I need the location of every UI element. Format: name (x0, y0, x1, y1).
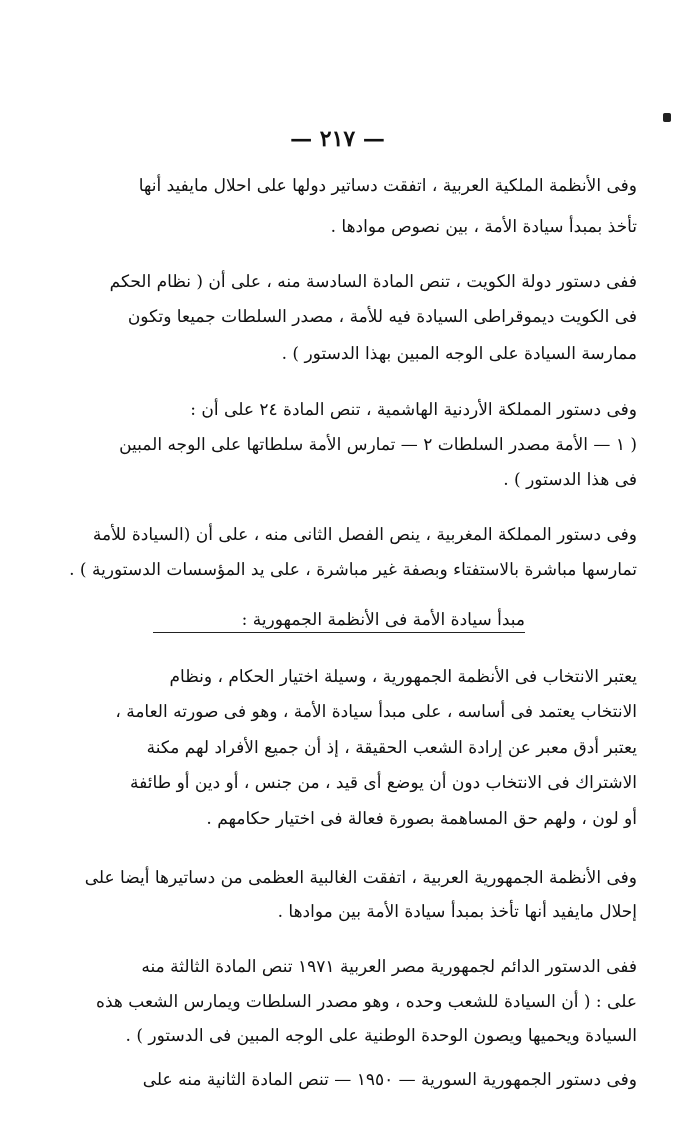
text-line: السيادة ويحميها ويصون الوحدة الوطنية على الوجه المبين فى الدستور ) . (125, 1026, 637, 1046)
text-line: ( ١ — الأمة مصدر السلطات ٢ — تمارس الأمة سلطاتها على الوجه المبين (119, 435, 637, 455)
text-line: الانتخاب يعتمد فى أساسه ، على مبدأ سيادة الأمة ، وهو فى صورته العامة ، (115, 702, 637, 722)
text-line: ففى الدستور الدائم لجمهورية مصر العربية ١٩٧١ تنص المادة الثالثة منه (141, 957, 637, 977)
text-line: وفى دستور المملكة المغربية ، ينص الفصل الثانى منه ، على أن (السيادة للأمة (92, 525, 637, 545)
text-line: وفى دستور الجمهورية السورية — ١٩٥٠ — تنص المادة الثانية منه على (142, 1070, 637, 1090)
scan-edge-mark (663, 113, 671, 122)
text-line: على : ( أن السيادة للشعب وحده ، وهو مصدر السلطات ويمارس الشعب هذه (96, 992, 637, 1012)
text-line: وفى الأنظمة الجمهورية العربية ، اتفقت الغالبية العظمى من دساتيرها أيضا على (84, 868, 637, 888)
text-line: تمارسها مباشرة بالاستفتاء وبصفة غير مباشرة ، على يد المؤسسات الدستورية ) . (69, 560, 637, 580)
heading-underline (153, 632, 525, 633)
text-line: الاشتراك فى الانتخاب دون أن يوضع أى قيد ، من جنس ، أو دين أو طائفة (130, 773, 637, 793)
text-line: يعتبر أدق معبر عن إرادة الشعب الحقيقة ، إذ أن جميع الأفراد لهم مكنة (146, 738, 637, 758)
text-line: وفى دستور المملكة الأردنية الهاشمية ، تنص المادة ٢٤ على أن : (190, 400, 637, 420)
section-heading: مبدأ سيادة الأمة فى الأنظمة الجمهورية : (241, 610, 525, 630)
text-line: يعتبر الانتخاب فى الأنظمة الجمهورية ، وسيلة اختيار الحكام ، ونظام (169, 667, 637, 687)
text-line: وفى الأنظمة الملكية العربية ، اتفقت دساتير دولها على احلال مايفيد أنها (138, 176, 637, 196)
text-line: إحلال مايفيد أنها تأخذ بمبدأ سيادة الأمة بين موادها . (277, 902, 637, 922)
text-line: ففى دستور دولة الكويت ، تنص المادة السادسة منه ، على أن ( نظام الحكم (109, 272, 637, 292)
text-line: أو لون ، ولهم حق المساهمة بصورة فعالة فى اختيار حكامهم . (206, 809, 637, 829)
text-line: ممارسة السيادة على الوجه المبين بهذا الدستور ) . (281, 344, 637, 364)
text-line: فى هذا الدستور ) . (503, 470, 637, 490)
text-line: فى الكويت ديموقراطى السيادة فيه للأمة ، مصدر السلطات جميعا وتكون (127, 307, 637, 327)
page-number: — ٢١٧ — (290, 126, 385, 152)
text-line: تأخذ بمبدأ سيادة الأمة ، بين نصوص موادها . (330, 217, 637, 237)
